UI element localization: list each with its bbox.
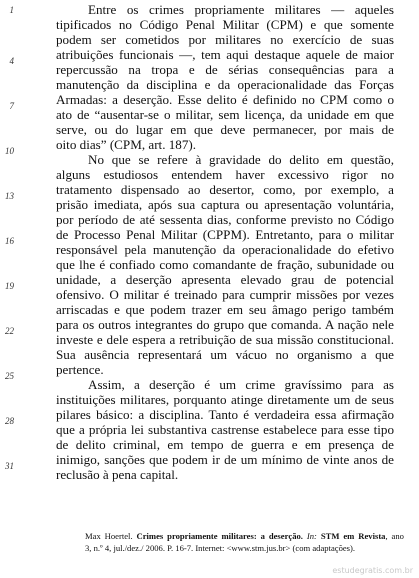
text-line: tipificados no Código Penal Militar (CPM) e que somente (56, 17, 394, 32)
text-line: para os outros integrantes do grupo que comanda. A nação nele (56, 317, 394, 332)
text-line: arriscadas e que podem trazer em seu âmago perigo também (56, 302, 394, 317)
source-author: Max Hoertel. (85, 531, 133, 541)
source-year: , ano (385, 531, 404, 541)
line-number: 28 (5, 416, 14, 426)
text-line: por período de até sessenta dias, conforme previsto no Código (56, 212, 394, 227)
text-line: prisão imediata, após sua captura ou apresentação voluntária, (56, 197, 394, 212)
text-line: repercussão na tropa e de sérias consequências para a (56, 62, 394, 77)
text-line: que a própria lei substantiva castrense estabelece para esse tipo (56, 422, 394, 437)
text-line: Entre os crimes propriamente militares — aqueles (88, 2, 394, 17)
line-number: 7 (9, 101, 14, 111)
text-line: Assim, a deserção é um crime gravíssimo para as (88, 377, 394, 392)
source-in-label: In: (306, 531, 317, 541)
text-line: tratamento dispensado ao desertor, como, por exemplo, a (56, 182, 394, 197)
text-line: ofensivo. O militar é treinado para cumprir missões por vezes (56, 287, 394, 302)
source-citation-line-2: 3, n.º 4, jul./dez./ 2006. P. 16-7. Internet: <www.stm.jus.br> (com adaptações). (85, 543, 356, 553)
line-number: 25 (5, 371, 14, 381)
text-line: investe e dele espera a retribuição de sua missão constitucional. (56, 332, 394, 347)
text-line: de Processo Penal Militar (CPPM). Entretanto, para o militar (56, 227, 394, 242)
text-line: serve, ou do lugar em que deve permanecer, por mais de (56, 122, 394, 137)
line-number: 1 (9, 5, 14, 15)
line-number: 13 (5, 191, 14, 201)
text-line: que lhe é confiado como comandante de fração, subunidade ou (56, 257, 394, 272)
line-number: 31 (5, 461, 14, 471)
line-number: 19 (5, 281, 14, 291)
text-line: podem ser cometidos por militares no exercício de suas (56, 32, 394, 47)
text-line: atribuições funcionais —, tem aqui destaque aquele de maior (56, 47, 394, 62)
line-number: 16 (5, 236, 14, 246)
text-line: Armadas: a deserção. Esse delito é definido no CPM como o (56, 92, 394, 107)
line-number: 4 (9, 56, 14, 66)
text-line: reclusão à pena capital. (56, 467, 179, 482)
source-title: Crimes propriamente militares: a deserção. (136, 531, 303, 541)
source-citation-line-1 (85, 531, 404, 542)
text-line: unidade, a deserção apresenta elevado grau de potencial (56, 272, 394, 287)
text-line: No que se refere à gravidade do delito em questão, (88, 152, 394, 167)
text-line: instituições militares, porquanto atinge diretamente um de seus (56, 392, 394, 407)
text-line: de delito criminal, em tempo de guerra e em presença de (56, 437, 394, 452)
line-number: 10 (5, 146, 14, 156)
text-line: responsável pela manutenção da operacionalidade do efetivo (56, 242, 394, 257)
text-line: inimigo, sanções que podem ir de um mínimo de vinte anos de (56, 452, 394, 467)
text-line: pilares básico: a disciplina. Tanto é verdadeira essa afirmação (56, 407, 394, 422)
text-line: alguns estudiosos entendem haver excessivo rigor no (56, 167, 394, 182)
text-line: manutenção da disciplina e da operacionalidade das Forças (56, 77, 394, 92)
text-line: pertence. (56, 362, 104, 377)
watermark-text: estudegratis.com.br (332, 566, 413, 575)
line-number: 22 (5, 326, 14, 336)
source-journal: STM em Revista (320, 531, 386, 541)
text-line: Sua ausência representará um vácuo no organismo a que (56, 347, 394, 362)
text-line: oito dias” (CPM, art. 187). (56, 137, 197, 152)
text-line: ato de “ausentar-se o militar, sem licença, da unidade em que (56, 107, 394, 122)
